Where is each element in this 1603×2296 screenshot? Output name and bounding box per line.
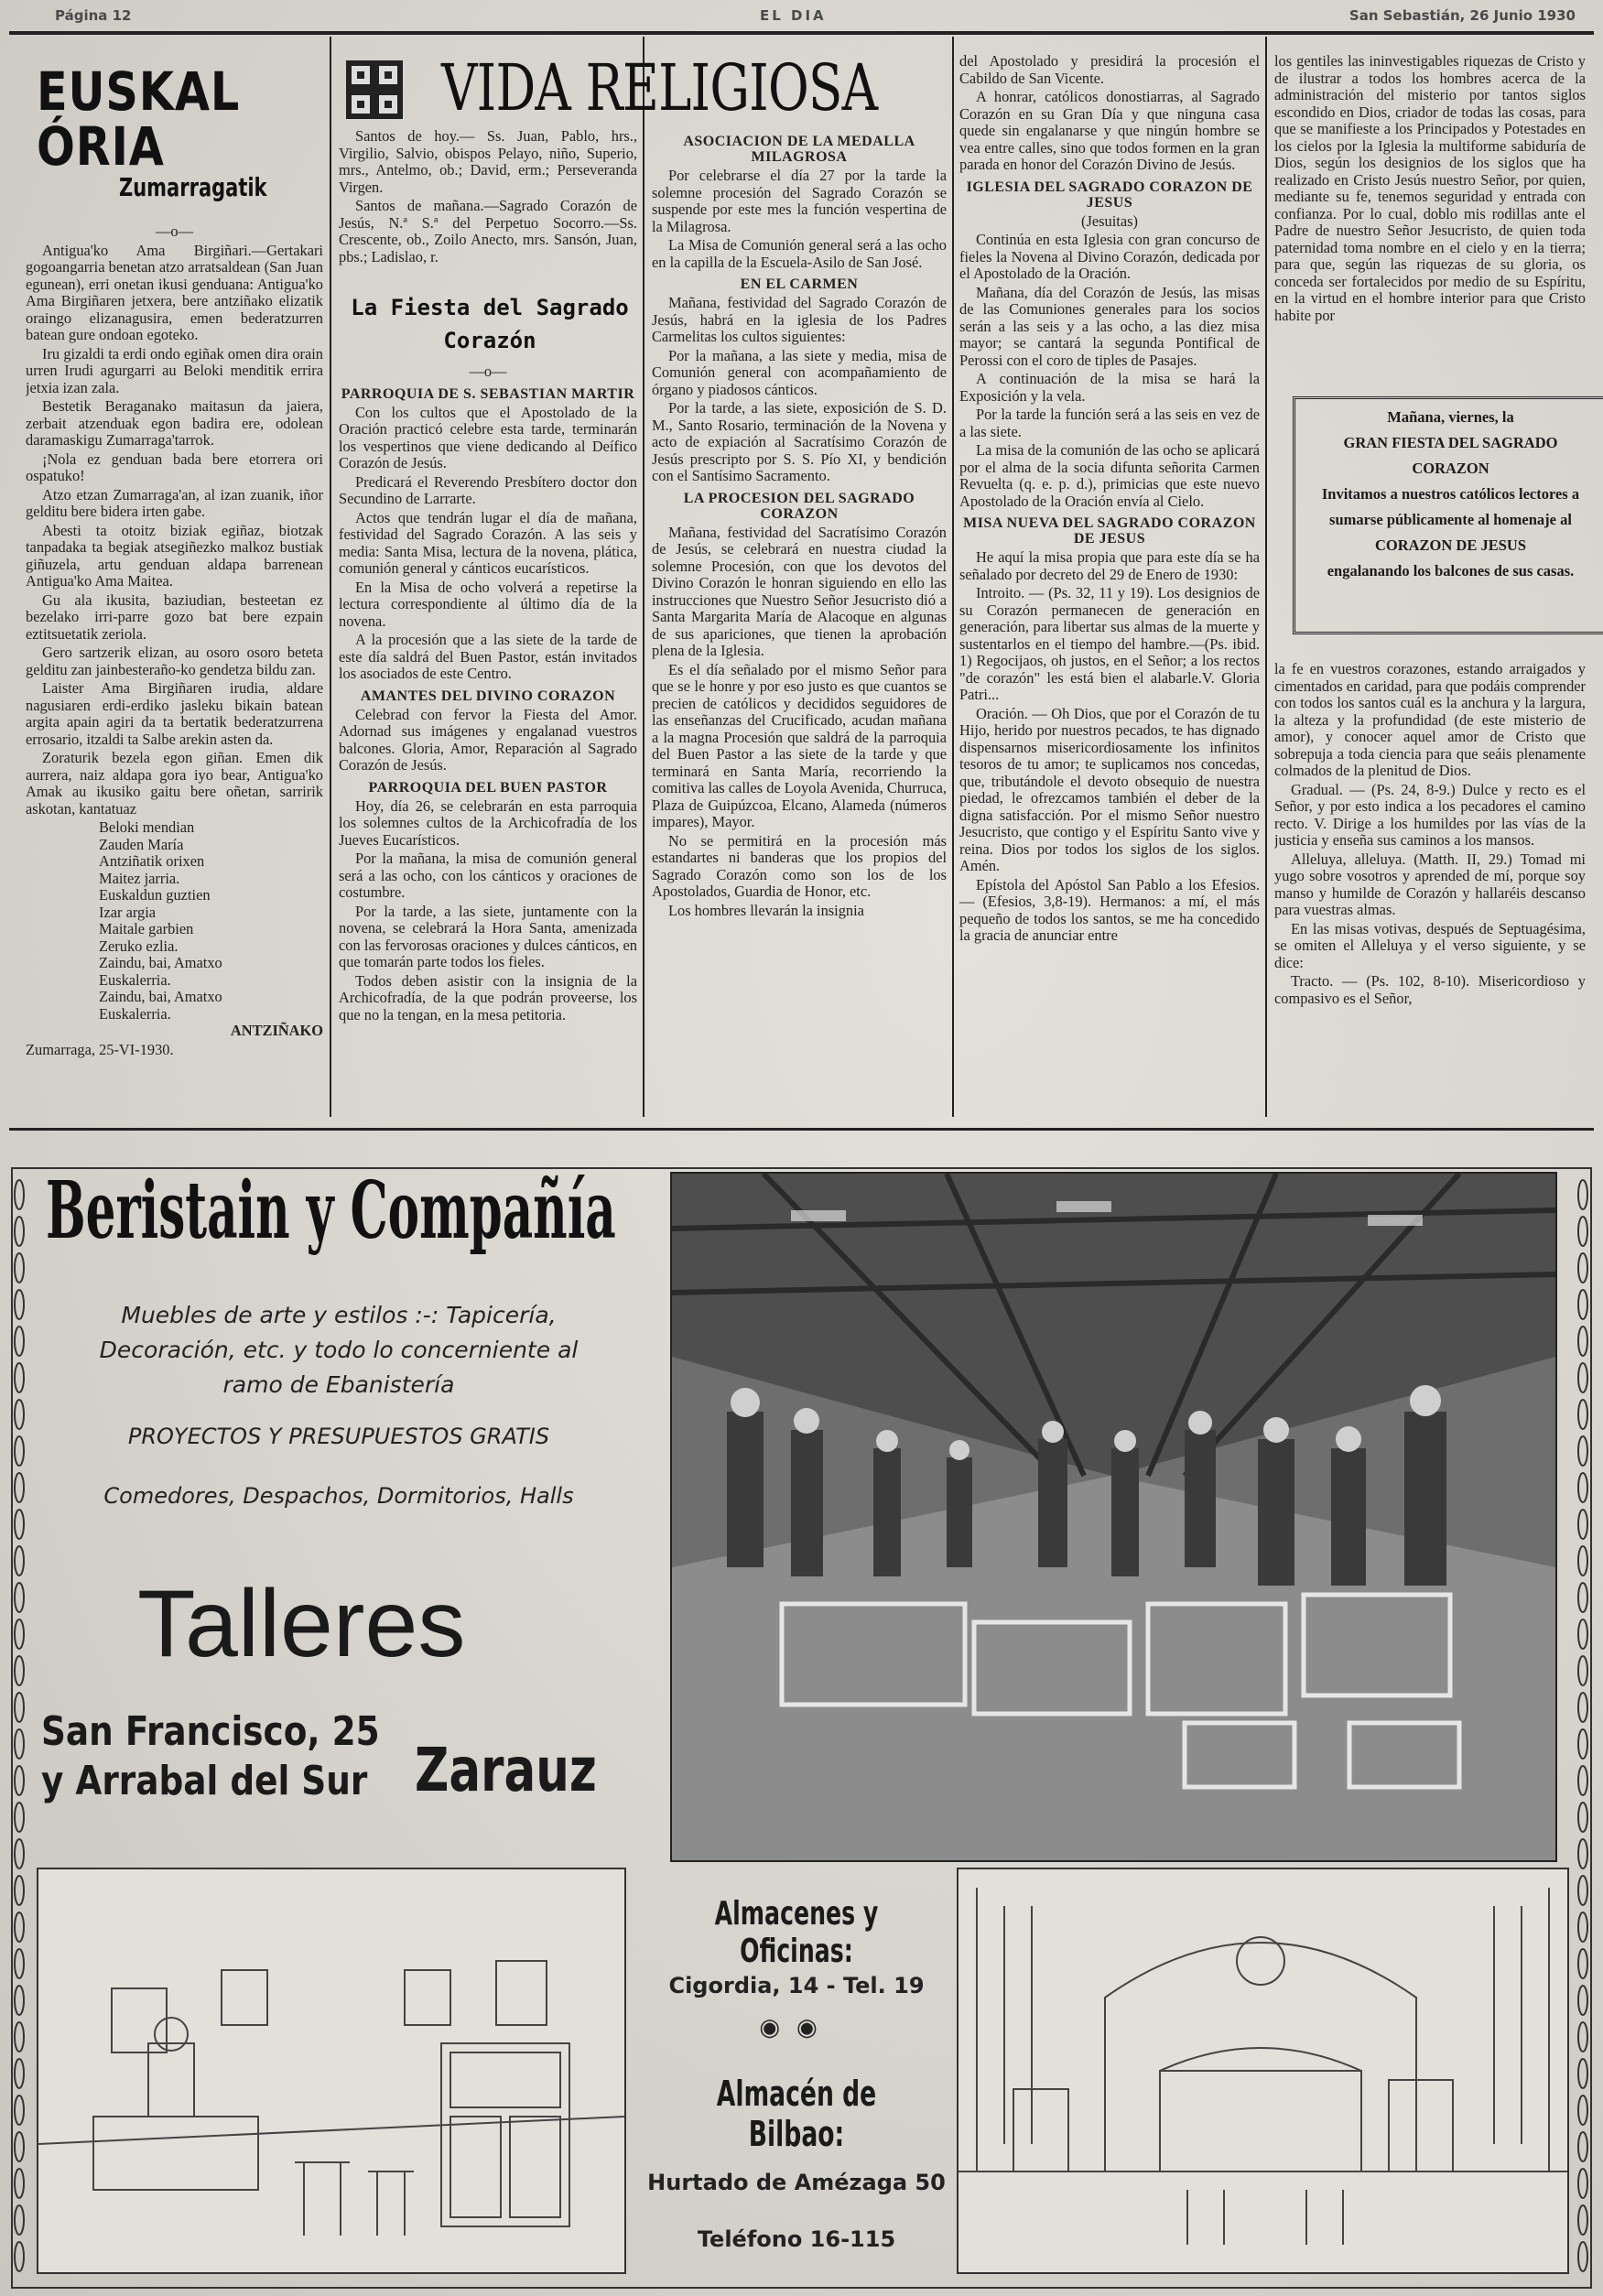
section-heading: EN EL CARMEN bbox=[740, 276, 859, 292]
almacen-bilbao-heading: Almacén de Bilbao: bbox=[716, 2074, 877, 2154]
chain-border-left-icon bbox=[13, 1176, 26, 2275]
paragraph: Por la tarde la función será a las seis en vez de a las siete. bbox=[959, 406, 1260, 440]
column-3 bbox=[652, 128, 947, 1080]
box-line: Mañana, viernes, la bbox=[1387, 408, 1514, 426]
paragraph: Es el día señalado por el mismo Señor para que se le honre y por eso justo es que cuantos se precien de católicos y decididos seguidores de las enseñanzas del Crucificado, acudan mañana a la magna Procesión que saldrá de la parroquia del Buen Pastor a las siete de la tarde y que terminará en Santa María, recorriendo la comitiva las calles de Loyola Avenida, Churruca, Plaza de Guipúzcoa, Elcano, Alameda (números impares), Mayor. bbox=[652, 660, 947, 830]
column-rule bbox=[952, 37, 954, 1117]
separator: —o— bbox=[156, 222, 193, 240]
address-line: y Arrabal del Sur bbox=[41, 1758, 368, 1804]
paragraph: Gradual. — (Ps. 24, 8-9.) Dulce y recto es el Señor, y por esto indica a los pecadores el camino recto. V. Dirige a los humildes por las vías de la justicia y enseña sus caminos a los mansos. bbox=[1274, 780, 1586, 849]
paragraph: Bestetik Beraganako maitasun da jaiera, zerbait atzenduak egon badira ere, odolean daramaskigu Zumarraga'tarrok. bbox=[26, 397, 323, 449]
poem-line: Maitale garbien bbox=[99, 920, 194, 937]
ornament-icon: ◉◉ bbox=[759, 2014, 834, 2041]
box-line: Invitamos a nuestros católicos lectores a sumarse públicamente al homenaje al bbox=[1321, 485, 1580, 528]
poem-line: Zaindu, bai, Amatxo bbox=[99, 954, 222, 971]
paragraph: Hoy, día 26, se celebrarán en esta parroquia los solemnes cultos de la Archicofradía de los Jueves Eucarísticos. bbox=[339, 796, 637, 849]
dateline: San Sebastián, 26 Junio 1930 bbox=[1348, 7, 1576, 24]
fiesta-heading: La Fiesta del Sagrado Corazón bbox=[351, 295, 629, 353]
column-4 bbox=[959, 53, 1260, 1082]
poem-line: Izar argia bbox=[99, 903, 157, 921]
paragraph: Zoraturik bezela egon giñan. Emen dik aurrera, naiz aldapa gora iyo bear, Antigua'ko Amak au ikusiko gaitu bere oñetan, sarririk askotan, kantatuaz bbox=[26, 749, 323, 818]
paragraph: Gu ala ikusita, baziudian, besteetan ez bezelako irri-parre gozo bat bere ezpain eztitsuetatik zeriola. bbox=[26, 590, 323, 643]
telephone: Teléfono 16-115 bbox=[697, 2226, 896, 2252]
paragraph: Laister Ama Birgiñaren irudia, aldare nagusiaren erdi-erdiko jasleku bikain batean argita apain agiri da ta bertatik bederatzurrena errosario, itzaldi ta Salbe arekin asten da. bbox=[26, 679, 323, 748]
separator: —o— bbox=[469, 363, 507, 380]
saints-today: Santos de hoy.— Ss. Juan, Pablo, hrs., Virgilio, Salvio, obispos Pelayo, niño, Superio, mrs., Antelmo, ob.; David, erm.; Perseveranda Virgen. bbox=[339, 128, 637, 196]
section-heading: ASOCIACION DE LA MEDALLA MILAGROSA bbox=[683, 134, 915, 165]
poem-line: Maitez jarria. bbox=[99, 869, 180, 887]
column-2 bbox=[339, 362, 637, 1082]
section-heading: LA PROCESION DEL SAGRADO CORAZON bbox=[683, 490, 915, 522]
paragraph: A honrar, católicos donostiarras, al Sagrado Corazón en su Gran Día y que ninguna casa quede sin engalanarse y que ningún hombre se vea entre calles, sino que todos formen en la gran parada en honor del Corazón Divino de Jesús. bbox=[959, 88, 1260, 173]
bilbao-address: Hurtado de Amézaga 50 bbox=[647, 2170, 946, 2195]
page-header bbox=[46, 5, 1585, 31]
section-heading: PARROQUIA DEL BUEN PASTOR bbox=[368, 779, 608, 796]
paragraph: Mañana, festividad del Sagrado Corazón de Jesús, habrá en la iglesia de los Padres Carmelitas los cultos siguientes: bbox=[652, 294, 947, 345]
poem-line: Beloki mendian bbox=[99, 818, 195, 836]
box-line: CORAZON DE JESUS bbox=[1374, 536, 1527, 554]
paragraph: No se permitirá en la procesión más estandartes ni banderas que los propios del Sagrado Corazón como son los de los Apostolados, Guardia de Honor, etc. bbox=[652, 831, 947, 900]
place-date: Zumarraga, 25-VI-1930. bbox=[26, 1040, 174, 1058]
paragraph: Tracto. — (Ps. 102, 8-10). Misericordioso y compasivo es el Señor, bbox=[1274, 972, 1586, 1007]
poem-line: Zauden María bbox=[99, 835, 184, 853]
paragraph: Por la mañana, la misa de comunión general será a las ocho, con los cánticos y oraciones de costumbre. bbox=[339, 850, 637, 901]
signature: ANTZIÑAKO bbox=[230, 1022, 323, 1039]
poem-line: Euskalerria. bbox=[99, 1004, 171, 1023]
paragraph: Predicará el Reverendo Presbítero doctor don Secundino de Larrarte. bbox=[339, 472, 637, 507]
paragraph: Mañana, festividad del Sacratísimo Corazón de Jesús, se celebrará en nuestra ciudad la solemne Procesión, con que los devotos del Divino Corazón le honran siguiendo en ello las instrucciones que Nuestro Señor Jesucristo dió a Santa Margarita María de Alacoque en algunas de sus apariciones, que tienen la aprobación plena de la Iglesia. bbox=[652, 523, 947, 659]
paragraph: Oración. — Oh Dios, que por el Corazón de tu Hijo, herido por nuestros pecados, te has dignado dispensarnos misericordiosamente los infinitos tesoros de tu amor; te suplicamos nos concedas, que, tributándole el devoto obsequio de nuestra piedad, le ofrezcamos también el deber de la digna satisfacción. Por el mismo Señor nuestro Jesucristo, que contigo y el Espíritu Santo vive y reina. Dios por todos los siglos de los siglos. Amén. bbox=[959, 704, 1260, 874]
paragraph: Abesti ta otoitz biziak egiñaz, biotzak tanpadaka ta begiak atsegiñezko malkoz bustiak giñuzela, artu genduan aldapa barrenean Antigua'ko Ama Maitea. bbox=[26, 521, 323, 590]
box-line: GRAN FIESTA DEL SAGRADO CORAZON bbox=[1343, 434, 1558, 477]
saints-tomorrow: Santos de mañana.—Sagrado Corazón de Jesús, N.ª S.ª del Perpetuo Socorro.—Ss. Crescente, ob., Zoilo Anecto, mrs. Sansón, Juan, pbs.; Ladislao, r. bbox=[339, 197, 637, 265]
paragraph: Todos deben asistir con la insignia de la Archicofradía, de la que podrán proveerse, los que no la tengan, en la mesa petitoria. bbox=[339, 971, 637, 1023]
column-rule bbox=[1265, 37, 1267, 1117]
section-heading: MISA NUEVA DEL SAGRADO CORAZON DE JESUS bbox=[963, 515, 1256, 547]
vida-religiosa-title: VIDA RELIGIOSA bbox=[441, 50, 878, 125]
poem-line: Zeruko ezlia. bbox=[99, 937, 179, 955]
paragraph: He aquí la misa propia que para este día se ha señalado por decreto del 29 de Enero de 1930: bbox=[959, 548, 1260, 583]
paragraph: En la Misa de ocho volverá a repetirse la lectura correspondiente al último día de la novena. bbox=[339, 578, 637, 630]
header-rule bbox=[9, 31, 1594, 35]
paragraph: A la procesión que a las siete de la tarde de este día saldrá del Buen Pastor, están invitados los asociados de este Centro. bbox=[339, 631, 637, 682]
column-rule bbox=[330, 37, 331, 1117]
almacenes-heading: Almacenes y Oficinas: bbox=[714, 1895, 879, 1970]
paragraph: Iru gizaldi ta erdi ondo egiñak omen dira orain urren Irudi agurgarri au Beloki menditik errira jetxia izan zala. bbox=[26, 344, 323, 396]
cigordia-address: Cigordia, 14 - Tel. 19 bbox=[668, 1973, 925, 1998]
chain-border-right-icon bbox=[1576, 1176, 1589, 2275]
paragraph: Con los cultos que el Apostolado de la Oración practicó celebre esta tarde, terminarán los vespertinos que viene dedicando al Deífico Corazón de Jesús. bbox=[339, 403, 637, 471]
ad-rooms: Comedores, Despachos, Dormitorios, Halls bbox=[103, 1483, 574, 1509]
saints-block bbox=[339, 128, 637, 288]
euskal-oria-title: EUSKAL ÓRIA bbox=[37, 60, 241, 178]
paragraph: Actos que tendrán lugar el día de mañana, festividad del Sagrado Corazón. A las seis y media: Santa Misa, lectura de la novena, plática, comunión general y cánticos eucarísticos. bbox=[339, 508, 637, 577]
paragraph: Alleluya, alleluya. (Matth. II, 29.) Tomad mi yugo sobre vosotros y aprended de mí, porque soy manso y humilde de Corazón y hallaréis descanso para vuestras almas. bbox=[1274, 850, 1586, 918]
paragraph: Celebrad con fervor la Fiesta del Amor. Adornad sus imágenes y engalanad vuestros balcones. Gloria, Amor, Reparación al Sagrado Corazón de Jesús. bbox=[339, 705, 637, 774]
newspaper-name: EL DIA bbox=[760, 7, 827, 24]
city-name: Zarauz bbox=[415, 1735, 597, 1805]
bedroom-sketch bbox=[957, 1868, 1569, 2274]
paragraph: La misa de la comunión de las ocho se aplicará por el alma de la socia difunta señorita Carmen Revuelta (q. e. p. d.), primicias que este nuevo Apostolado de la Oración envía al Cielo. bbox=[959, 441, 1260, 510]
poem-line: Antziñatik orixen bbox=[99, 852, 205, 870]
poem-line: Euskaldun guztien bbox=[99, 886, 211, 904]
column-5-top bbox=[1274, 53, 1586, 390]
ad-line: Decoración, etc. y todo lo concerniente al bbox=[99, 1337, 579, 1363]
address-block bbox=[41, 1707, 380, 1806]
column-1 bbox=[26, 222, 323, 1128]
paragraph: Por la tarde, a las siete, juntamente con la novena, se celebrará la Hora Santa, amenizada con las fervorosas oraciones y dulces cánticos, en que tomarán parte todos los fieles. bbox=[339, 902, 637, 970]
company-name: Beristain y Compañía bbox=[46, 1164, 616, 1257]
ad-description bbox=[37, 1298, 641, 1403]
cross-ornament-icon bbox=[346, 60, 403, 119]
address-line: San Francisco, 25 bbox=[41, 1708, 380, 1755]
poem-line: Zaindu, bai, Amatxo bbox=[99, 988, 222, 1005]
ad-line: ramo de Ebanistería bbox=[222, 1371, 455, 1398]
paragraph: Epístola del Apóstol San Pablo a los Efesios. — (Efesios, 3,8-19). Hermanos: a mí, el más pequeño de todos los santos, se me ha concedido la gracia de anunciar entre bbox=[959, 875, 1260, 944]
paragraph: Antigua'ko Ama Birgiñari.—Gertakari gogoangarria benetan atzo arratsaldean (San Juan egunean), erri onetan ikusi genduana: Antigua'ko Ama Birgiñaren jetxera, bere antziñako elizatik oraingo elizanagusira, emen bederatzurren batean gure ondoan egoteko. bbox=[26, 241, 323, 343]
dining-room-sketch bbox=[37, 1868, 626, 2274]
column-5 bbox=[1274, 661, 1586, 1084]
paragraph: Introito. — (Ps. 32, 11 y 19). Los designios de su Corazón permanecen de generación en generación, para libertar sus almas de la muerte y sustentarlos en el tiempo del hambre.—(Ps. ibid. 1) Regocijaos, oh justos, en el Señor; a los rectos "de corazón" les está bien el alabarle.V. Gloria Patri... bbox=[959, 584, 1260, 703]
zumarraga-subtitle: Zumarragatik bbox=[119, 172, 267, 202]
paragraph: Por la tarde, a las siete, exposición de S. D. M., Santo Rosario, terminación de la Novena y acto de expiación al Sacratísimo Corazón de Jesús prescripto por S. S. Pío XI, y bendición con el Santísimo Sacramento. bbox=[652, 399, 947, 484]
paragraph: Los hombres llevarán la insignia bbox=[668, 901, 864, 919]
jesuitas-note: (Jesuitas) bbox=[1081, 211, 1138, 230]
paragraph: Mañana, día del Corazón de Jesús, las misas de las Comuniones generales para los socios serán a las seis y a las ocho, a las diez misa mayor; se cantará la segunda Pontifical de Perossi con el coro de tiples de Pasajes. bbox=[959, 283, 1260, 369]
paragraph: Atzo etzan Zumarraga'an, al izan zuanik, iñor gelditu bere bidera irten gabe. bbox=[26, 485, 323, 520]
column-rule bbox=[643, 37, 644, 1117]
talleres-heading: Talleres bbox=[137, 1571, 466, 1677]
paragraph: A continuación de la misa se hará la Exposición y la vela. bbox=[959, 370, 1260, 405]
section-heading: AMANTES DEL DIVINO CORAZON bbox=[360, 688, 616, 704]
paragraph: Por celebrarse el día 27 por la tarde la solemne procesión del Sagrado Corazón se suspende por este mes la función vespertina de la Milagrosa. bbox=[652, 167, 947, 235]
paragraph: la fe en vuestros corazones, estando arraigados y cimentados en caridad, para que podáis comprender con todos los santos cuál es la anchura y la largura, la alteza y la profundidad (de este misterio de amor), y conocer aquel amor de Cristo que sobrepuja a toda ciencia para que seáis plenamente colmados de la plenitud de Dios. bbox=[1274, 661, 1586, 779]
paragraph: del Apostolado y presidirá la procesión el Cabildo de San Vicente. bbox=[959, 53, 1260, 87]
ad-proyectos: PROYECTOS Y PRESUPUESTOS GRATIS bbox=[127, 1424, 550, 1449]
section-rule bbox=[9, 1128, 1594, 1131]
page-number: Página 12 bbox=[55, 7, 132, 24]
box-line: engalanando los balcones de sus casas. bbox=[1327, 562, 1575, 579]
paragraph: ¡Nola ez genduan bada bere etorrera ori ospatuko! bbox=[26, 449, 323, 484]
announcement-box bbox=[1293, 396, 1603, 634]
workshop-photo bbox=[670, 1172, 1557, 1862]
paragraph: Gero sartzerik elizan, au osoro osoro beteta gelditu zan jainbesteraño-ko gendetza bildu zan. bbox=[26, 644, 323, 678]
ad-line: Muebles de arte y estilos :-: Tapicería, bbox=[121, 1302, 557, 1328]
paragraph: En las misas votivas, después de Septuagésima, se omiten el Alleluya y el verso siguiente, y se dice: bbox=[1274, 919, 1586, 971]
poem-line: Euskalerria. bbox=[99, 970, 171, 989]
paragraph: La Misa de Comunión general será a las ocho en la capilla de la Escuela-Asilo de San José. bbox=[652, 236, 947, 271]
paragraph: Por la mañana, a las siete y media, misa de Comunión general con acompañamiento de órgano y piadosos cánticos. bbox=[652, 346, 947, 398]
section-heading: IGLESIA DEL SAGRADO CORAZON DE JESUS bbox=[966, 179, 1253, 211]
paragraph: los gentiles las ininvestigables riquezas de Cristo y de ilustrar a todos los hombres acerca de la administración del misterio por tantos siglos escondido en Dios, criador de todas las cosas, para que se manifieste a los Principados y Potestades en los cielos por la Iglesia la multiforme sabiduría de Dios, según los designios de los siglos que ha realizado en Cristo Jesús nuestro Señor, por quien, mediante su fe, tenemos seguridad y entrada con confianza. Por lo cual, doblo mis rodillas ante el Padre de nuestro Señor Jesucristo, de quien toda paternidad toma nombre en el cielo y en la tierra; para que, según las riquezas de su gloria, os conceda ser fortalecidos por medio de su Espíritu, en la virtud en el hombre interior para que Cristo habite por bbox=[1274, 53, 1586, 324]
section-heading: PARROQUIA DE S. SEBASTIAN MARTIR bbox=[341, 385, 635, 402]
paragraph: Continúa en esta Iglesia con gran concurso de fieles la Novena al Divino Corazón, dedicada por el Apostolado de la Oración. bbox=[959, 231, 1260, 282]
